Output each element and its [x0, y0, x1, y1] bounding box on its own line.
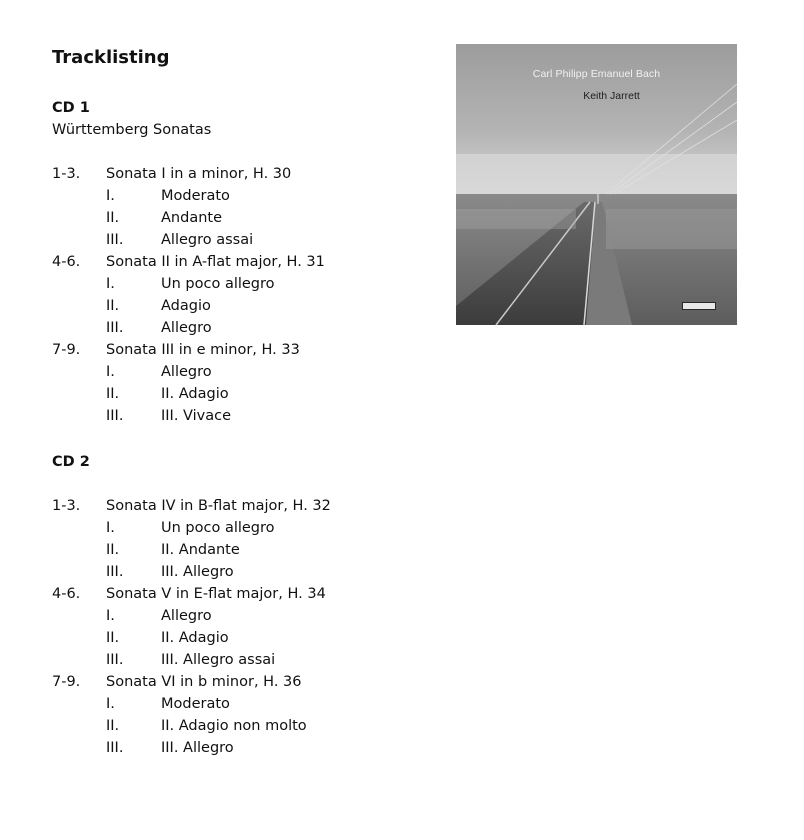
movement-number: II. — [106, 386, 120, 402]
movement-number: II. — [106, 210, 120, 226]
movement-name: II. Adagio — [161, 386, 229, 402]
sonata-row — [52, 495, 432, 517]
movement-row — [52, 295, 432, 317]
track-range: 4-6. — [52, 254, 81, 270]
movement-name: Adagio — [161, 298, 211, 314]
cd1-title: CD 1 — [52, 100, 90, 116]
sonata-row — [52, 251, 432, 273]
movement-name: II. Andante — [161, 542, 240, 558]
sonata-title: Sonata VI in b minor, H. 36 — [106, 674, 302, 690]
movement-name: Moderato — [161, 188, 230, 204]
movement-name: III. Allegro — [161, 564, 234, 580]
spacer — [52, 141, 432, 163]
track-range: 1-3. — [52, 498, 81, 514]
movement-number: III. — [106, 320, 124, 336]
movement-row — [52, 561, 432, 583]
movement-row — [52, 649, 432, 671]
movement-name: Allegro assai — [161, 232, 254, 248]
spacer — [52, 473, 432, 495]
movement-number: I. — [106, 188, 115, 204]
movement-number: III. — [106, 740, 124, 756]
movement-row — [52, 383, 432, 405]
movement-number: III. — [106, 652, 124, 668]
movement-name: Allegro — [161, 320, 212, 336]
track-range: 7-9. — [52, 674, 81, 690]
movement-row — [52, 273, 432, 295]
movement-name: Moderato — [161, 696, 230, 712]
movement-name: III. Allegro assai — [161, 652, 276, 668]
movement-row — [52, 405, 432, 427]
track-range: 7-9. — [52, 342, 81, 358]
movement-name: III. Allegro — [161, 740, 234, 756]
movement-number: II. — [106, 718, 120, 734]
sonata-title: Sonata V in E-flat major, H. 34 — [106, 586, 326, 602]
cover-composer-name: Carl Philipp Emanuel Bach — [532, 68, 661, 80]
movement-number: I. — [106, 276, 115, 292]
movement-number: III. — [106, 408, 124, 424]
movement-number: II. — [106, 630, 120, 646]
movement-row — [52, 361, 432, 383]
sonata-row — [52, 339, 432, 361]
sonata-title: Sonata I in a minor, H. 30 — [106, 166, 292, 182]
movement-number: I. — [106, 520, 115, 536]
movement-row — [52, 737, 432, 759]
movement-name: Un poco allegro — [161, 276, 275, 292]
sonata-title: Sonata III in e minor, H. 33 — [106, 342, 300, 358]
movement-name: Allegro — [161, 364, 212, 380]
movement-number: III. — [106, 564, 124, 580]
movement-row — [52, 207, 432, 229]
sonata-title: Sonata II in A-flat major, H. 31 — [106, 254, 325, 270]
movement-name: Andante — [161, 210, 222, 226]
album-cover-image — [456, 44, 737, 325]
movement-name: Un poco allegro — [161, 520, 275, 536]
road-landscape-illustration — [456, 44, 737, 325]
track-range: 4-6. — [52, 586, 81, 602]
movement-row — [52, 715, 432, 737]
movement-name: III. Vivace — [161, 408, 232, 424]
movement-row — [52, 627, 432, 649]
movement-row — [52, 185, 432, 207]
movement-name: Allegro — [161, 608, 212, 624]
sonata-title: Sonata IV in B-flat major, H. 32 — [106, 498, 331, 514]
cd1-subtitle: Württemberg Sonatas — [52, 122, 212, 138]
movement-row — [52, 693, 432, 715]
movement-row — [52, 229, 432, 251]
sonata-row — [52, 671, 432, 693]
cover-artist-name: Keith Jarrett — [583, 90, 640, 102]
movement-row — [52, 317, 432, 339]
movement-name: II. Adagio non molto — [161, 718, 307, 734]
page-title: Tracklisting — [52, 47, 170, 68]
record-label-logo — [682, 302, 716, 310]
movement-number: I. — [106, 364, 115, 380]
movement-name: II. Adagio — [161, 630, 229, 646]
sonata-row — [52, 583, 432, 605]
movement-row — [52, 605, 432, 627]
movement-number: III. — [106, 232, 124, 248]
movement-row — [52, 517, 432, 539]
movement-row — [52, 539, 432, 561]
sonata-row — [52, 163, 432, 185]
movement-number: I. — [106, 696, 115, 712]
cd2-title: CD 2 — [52, 454, 90, 470]
movement-number: I. — [106, 608, 115, 624]
movement-number: II. — [106, 542, 120, 558]
tracklisting-document — [52, 44, 432, 759]
movement-number: II. — [106, 298, 120, 314]
track-range: 1-3. — [52, 166, 81, 182]
